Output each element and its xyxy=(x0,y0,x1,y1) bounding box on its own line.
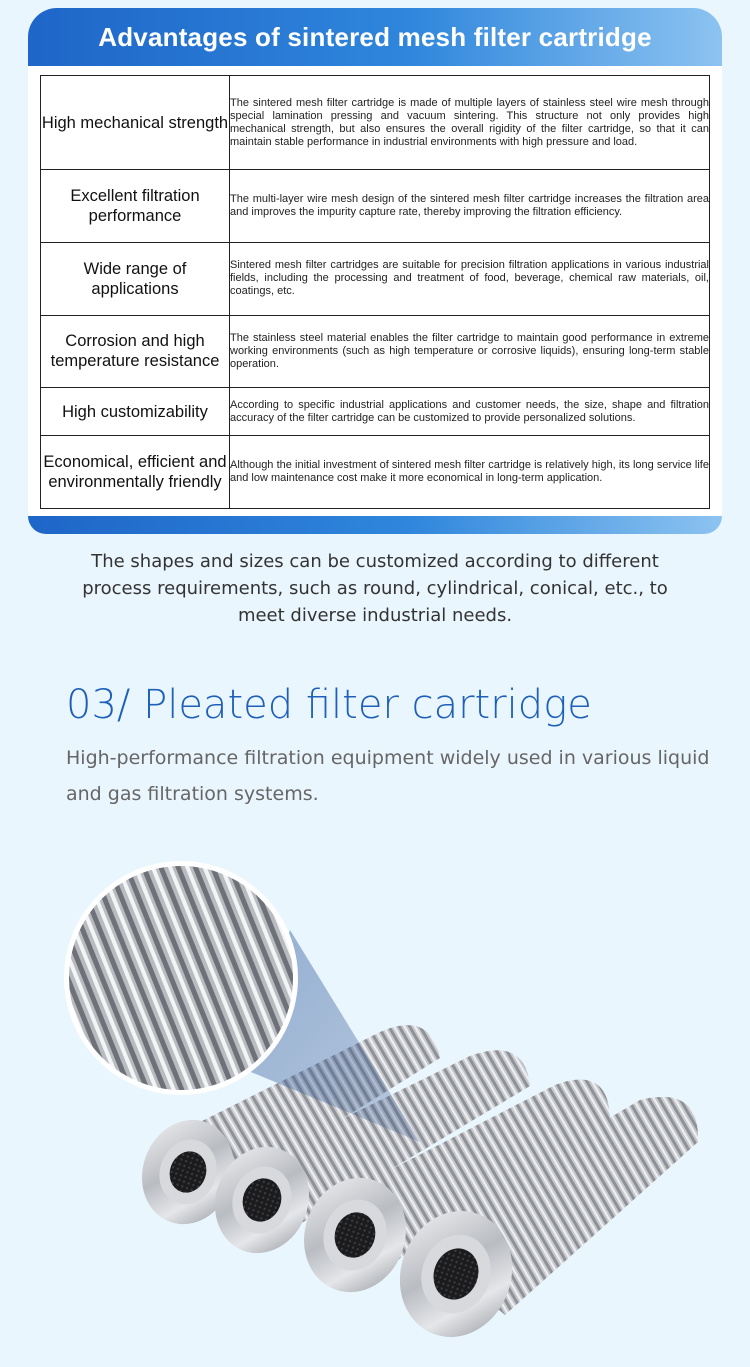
description-cell: According to specific industrial applications and customer needs, the size, shape and filtration accuracy of the filter cartridge can be customized to provide personalized solutions. xyxy=(230,388,710,436)
feature-cell: Excellent filtration performance xyxy=(41,170,230,243)
feature-cell: Economical, efficient and environmentally friendly xyxy=(41,436,230,509)
pleated-filter-cartridges-image xyxy=(0,860,750,1367)
description-cell: Sintered mesh filter cartridges are suitable for precision filtration applications in various industrial fields, including the processing and treatment of food, beverage, chemical raw materials, oil, coatings, etc. xyxy=(230,242,710,315)
feature-cell: High mechanical strength xyxy=(41,76,230,170)
table-row xyxy=(41,242,710,315)
intro-paragraph: The shapes and sizes can be customized according to different process requirements, such as round, cylindrical, conical, etc., to meet diverse industrial needs. xyxy=(82,551,668,626)
section-title: 03/ Pleated filter cartridge xyxy=(66,682,592,728)
section-subtitle: High-performance filtration equipment widely used in various liquid and gas filtration systems. xyxy=(66,747,710,805)
feature-cell: Wide range of applications xyxy=(41,242,230,315)
description-cell: The sintered mesh filter cartridge is made of multiple layers of stainless steel wire mesh through special lamination pressing and vacuum sintering. This structure not only provides high mechanical strength, but also ensures the overall rigidity of the filter cartridge, so that it can maintain stable performance in industrial environments with high pressure and load. xyxy=(230,76,710,170)
feature-cell: Corrosion and high temperature resistance xyxy=(41,315,230,388)
description-cell: The stainless steel material enables the filter cartridge to maintain good performance in extreme working environments (such as high temperature or corrosive liquids), ensuring long-term stable operation. xyxy=(230,315,710,388)
banner-title: Advantages of sintered mesh filter cartridge xyxy=(98,22,652,52)
table-row xyxy=(41,315,710,388)
advantages-table xyxy=(40,75,710,509)
table-row xyxy=(41,76,710,170)
section-banner xyxy=(28,8,722,66)
description-cell: Although the initial investment of sintered mesh filter cartridge is relatively high, its long service life and low maintenance cost make it more economical in long-term application. xyxy=(230,436,710,509)
description-cell: The multi-layer wire mesh design of the sintered mesh filter cartridge increases the filtration area and improves the impurity capture rate, thereby improving the filtration efficiency. xyxy=(230,170,710,243)
table-row xyxy=(41,436,710,509)
feature-cell: High customizability xyxy=(41,388,230,436)
table-row xyxy=(41,388,710,436)
banner-footer xyxy=(28,516,722,534)
table-row xyxy=(41,170,710,243)
